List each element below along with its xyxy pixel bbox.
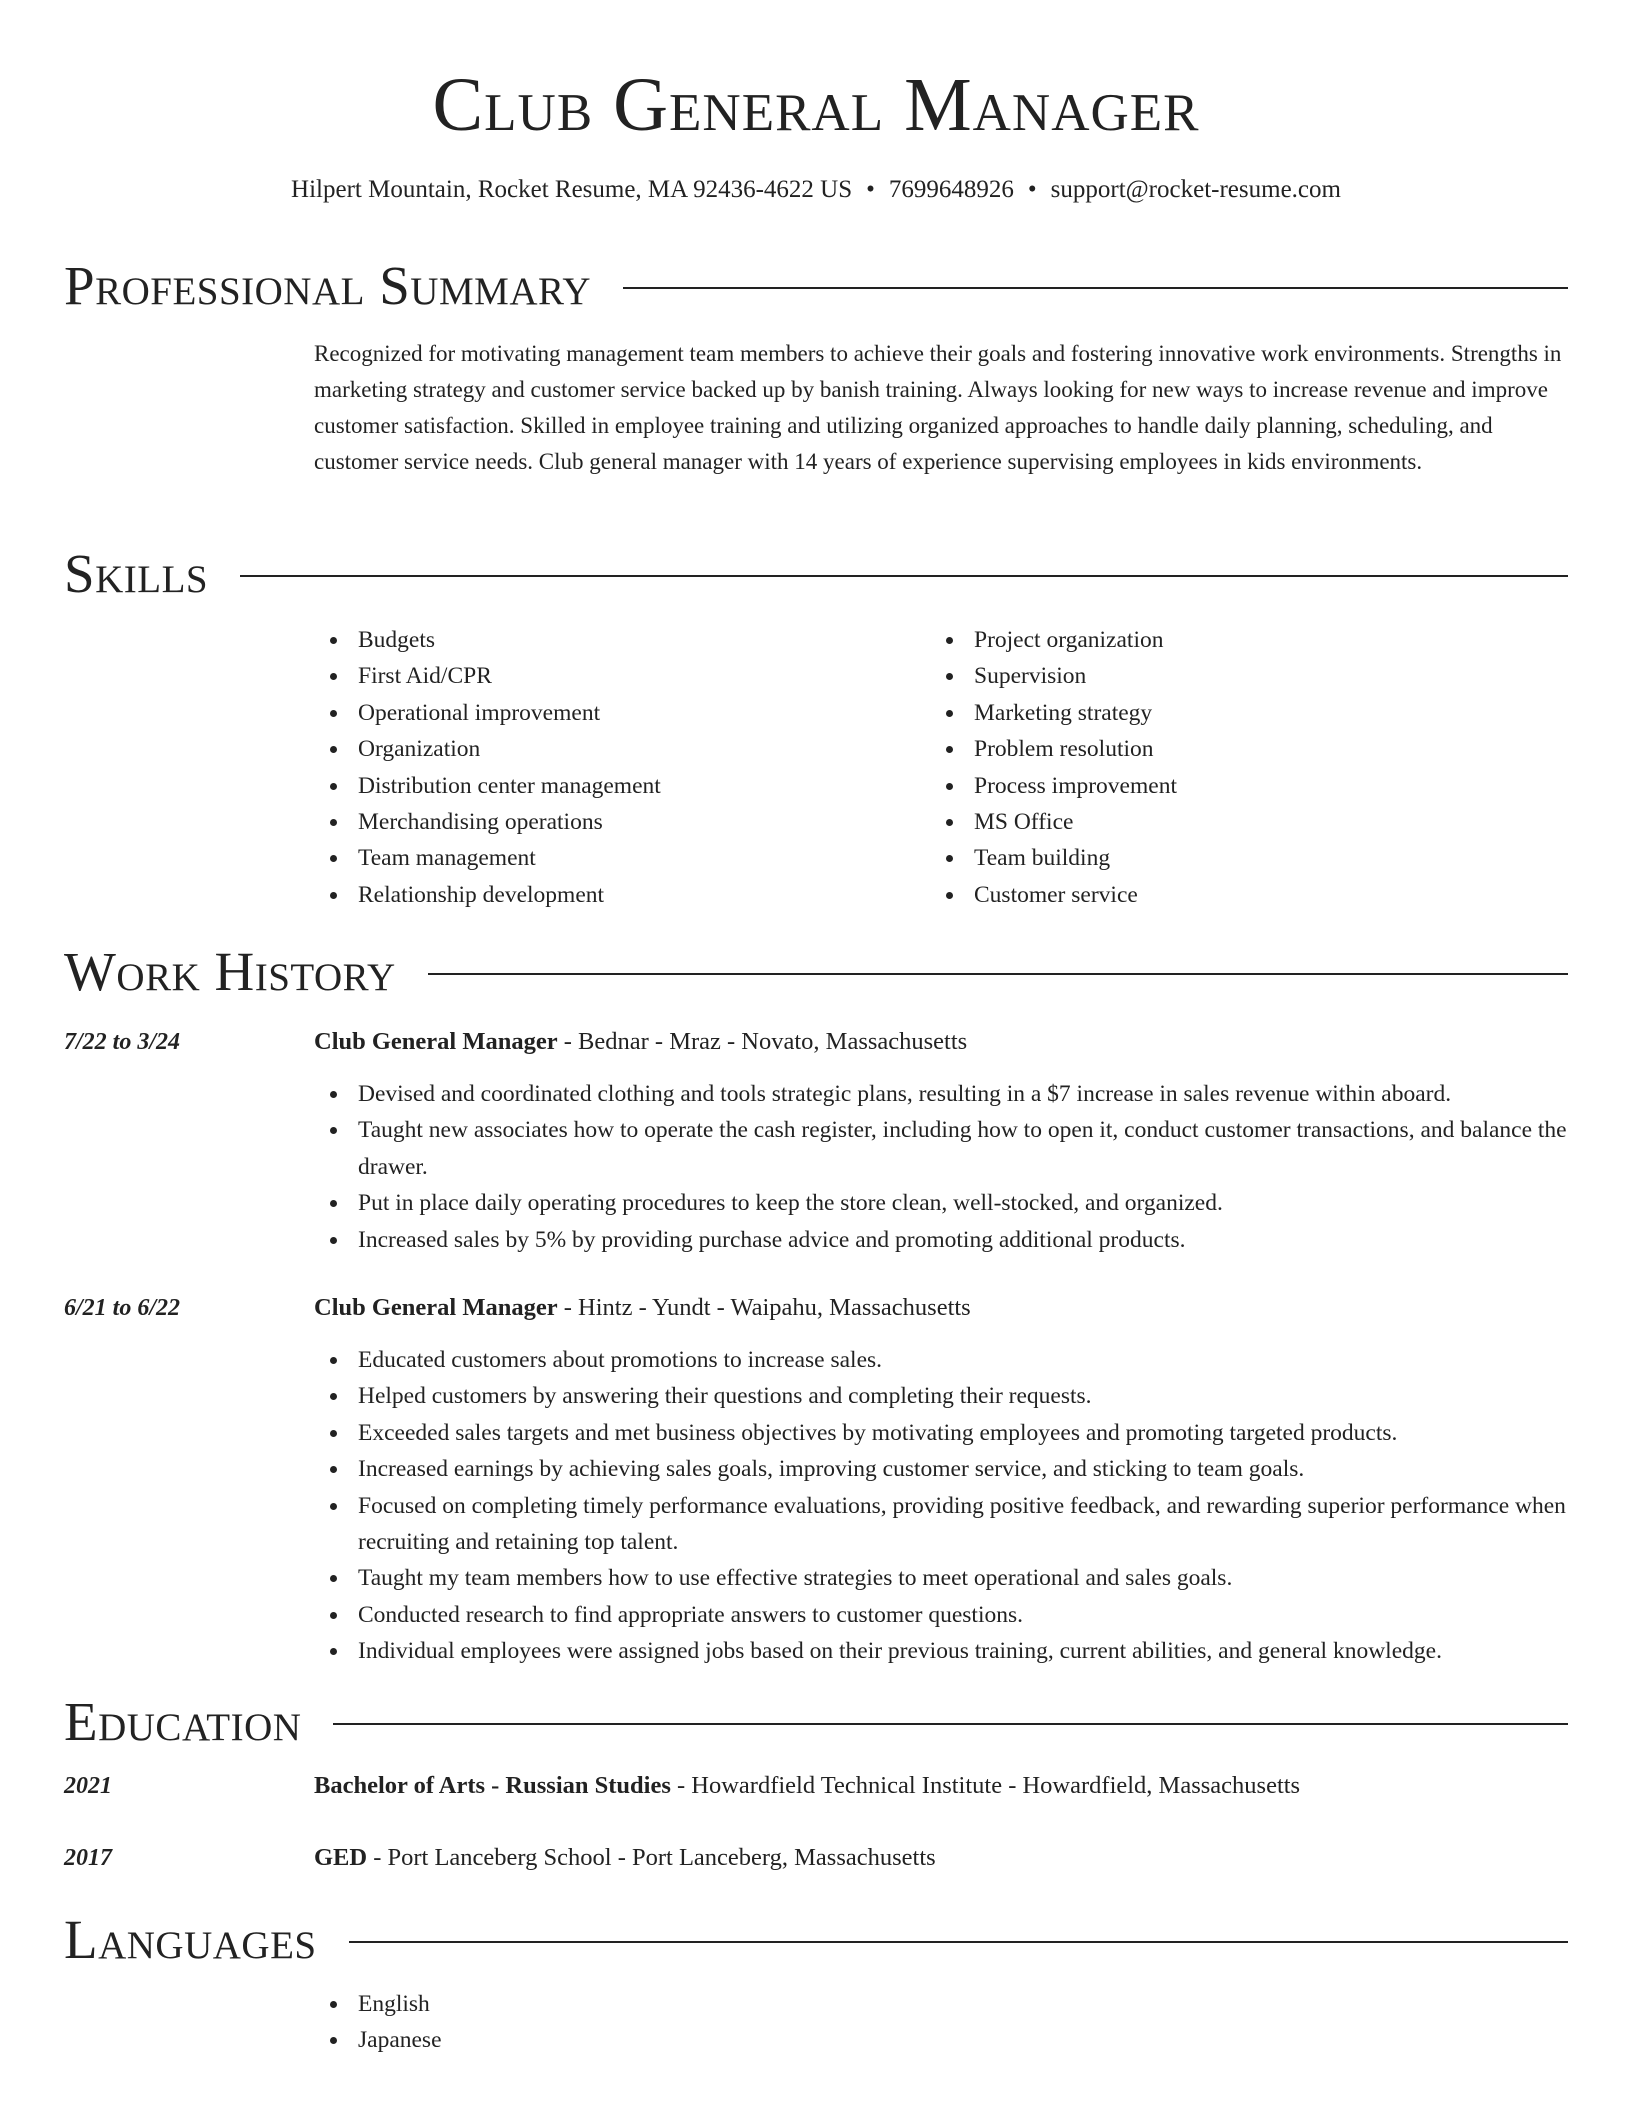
job-bullet: Helped customers by answering their questions and completing their requests. — [314, 1378, 1568, 1414]
languages-list — [314, 1986, 1568, 2059]
education-year: 2021 — [64, 1773, 112, 1799]
skill-item: Supervision — [930, 658, 1546, 694]
section-divider — [333, 1723, 1568, 1725]
education-entry — [314, 1768, 1568, 1804]
skill-item: Distribution center management — [314, 768, 930, 804]
job-bullet: Exceeded sales targets and met business objectives by motivating employees and promoting targeted products. — [314, 1415, 1568, 1451]
job-bullet: Educated customers about promotions to increase sales. — [314, 1342, 1568, 1378]
education-section-header — [64, 1692, 1568, 1752]
languages-section-header — [64, 1910, 1568, 1970]
section-title-work: Work History — [64, 941, 396, 1002]
section-title-summary: Professional Summary — [64, 255, 592, 316]
skill-item: Budgets — [314, 622, 930, 658]
skill-item: Team building — [930, 840, 1546, 876]
job-bullet: Increased earnings by achieving sales goals, improving customer service, and sticking to team goals. — [314, 1451, 1568, 1487]
section-divider — [428, 973, 1568, 975]
skill-item: Organization — [314, 731, 930, 767]
section-title-education: Education — [64, 1691, 302, 1752]
contact-line — [0, 174, 1632, 206]
job-bullet: Focused on completing timely performance evaluations, providing positive feedback, and rewarding superior performance when recruiting and retaining top talent. — [314, 1488, 1568, 1561]
job-dates: 6/21 to 6/22 — [64, 1295, 181, 1321]
skills-column-right — [930, 622, 1546, 913]
job-bullets — [314, 1342, 1568, 1670]
skill-item: Marketing strategy — [930, 695, 1546, 731]
job-bullet: Put in place daily operating procedures to keep the store clean, well-stocked, and organized. — [314, 1185, 1568, 1221]
section-divider — [623, 287, 1568, 289]
skill-item: Problem resolution — [930, 731, 1546, 767]
job-title: Club General Manager — [314, 1028, 558, 1055]
section-title-languages: Languages — [64, 1909, 317, 1970]
job-bullet: Devised and coordinated clothing and tools strategic plans, resulting in a $7 increase in sales revenue within aboard. — [314, 1076, 1568, 1112]
job-heading — [314, 1290, 1568, 1326]
contact-email[interactable]: support@rocket-resume.com — [1050, 176, 1341, 203]
job-employer: - Bednar - Mraz - Novato, Massachusetts — [557, 1028, 968, 1055]
job-bullet: Taught my team members how to use effective strategies to meet operational and sales goals. — [314, 1560, 1568, 1596]
education-degree: Bachelor of Arts - Russian Studies — [314, 1772, 671, 1799]
job-bullet: Individual employees were assigned jobs based on their previous training, current abilities, and general knowledge. — [314, 1633, 1568, 1669]
education-year: 2017 — [64, 1845, 112, 1871]
language-item: English — [314, 1986, 1568, 2022]
contact-separator: • — [866, 176, 875, 203]
skill-item: Relationship development — [314, 877, 930, 913]
skill-item: Customer service — [930, 877, 1546, 913]
job-bullets — [314, 1076, 1568, 1258]
summary-text: Recognized for motivating management team members to achieve their goals and fostering innovative work environments. Strengths in marketing strategy and customer service backed up by banish training. Always looking for new ways to increase revenue and improve customer satisfaction. Skilled in employee training and utilizing organized approaches to handle daily planning, scheduling, and customer service needs. Club general manager with 14 years of experience supervising employees in kids environments. — [314, 341, 1562, 474]
job-bullet: Taught new associates how to operate the cash register, including how to open it, conduct customer transactions, and balance the drawer. — [314, 1112, 1568, 1185]
education-school: - Howardfield Technical Institute - Howardfield, Massachusetts — [670, 1772, 1301, 1799]
job-dates: 7/22 to 3/24 — [64, 1029, 181, 1055]
skill-item: First Aid/CPR — [314, 658, 930, 694]
language-item: Japanese — [314, 2022, 1568, 2058]
skills-column-left — [314, 622, 930, 913]
candidate-name: Club General Manager — [432, 63, 1200, 147]
education-degree: GED — [314, 1844, 368, 1871]
skill-item: Merchandising operations — [314, 804, 930, 840]
section-divider — [349, 1941, 1568, 1943]
section-divider — [240, 575, 1568, 577]
skill-item: Process improvement — [930, 768, 1546, 804]
job-employer: - Hintz - Yundt - Waipahu, Massachusetts — [557, 1294, 971, 1321]
summary-section-header — [64, 256, 1568, 316]
contact-phone: 7699648926 — [888, 176, 1014, 203]
skill-item: Team management — [314, 840, 930, 876]
skills-section-header — [64, 544, 1568, 604]
contact-address: Hilpert Mountain, Rocket Resume, MA 92436-4622 US — [291, 176, 853, 203]
skill-item: MS Office — [930, 804, 1546, 840]
contact-separator: • — [1027, 176, 1037, 203]
skills-list — [314, 622, 1568, 913]
job-title: Club General Manager — [314, 1294, 558, 1321]
skill-item: Operational improvement — [314, 695, 930, 731]
job-heading — [314, 1024, 1568, 1060]
education-entry — [314, 1840, 1568, 1876]
job-bullet: Increased sales by 5% by providing purchase advice and promoting additional products. — [314, 1222, 1568, 1258]
skill-item: Project organization — [930, 622, 1546, 658]
section-title-skills: Skills — [64, 543, 209, 604]
work-section-header — [64, 942, 1568, 1002]
job-bullet: Conducted research to find appropriate answers to customer questions. — [314, 1597, 1568, 1633]
education-school: - Port Lanceberg School - Port Lanceberg, Massachusetts — [367, 1844, 936, 1871]
